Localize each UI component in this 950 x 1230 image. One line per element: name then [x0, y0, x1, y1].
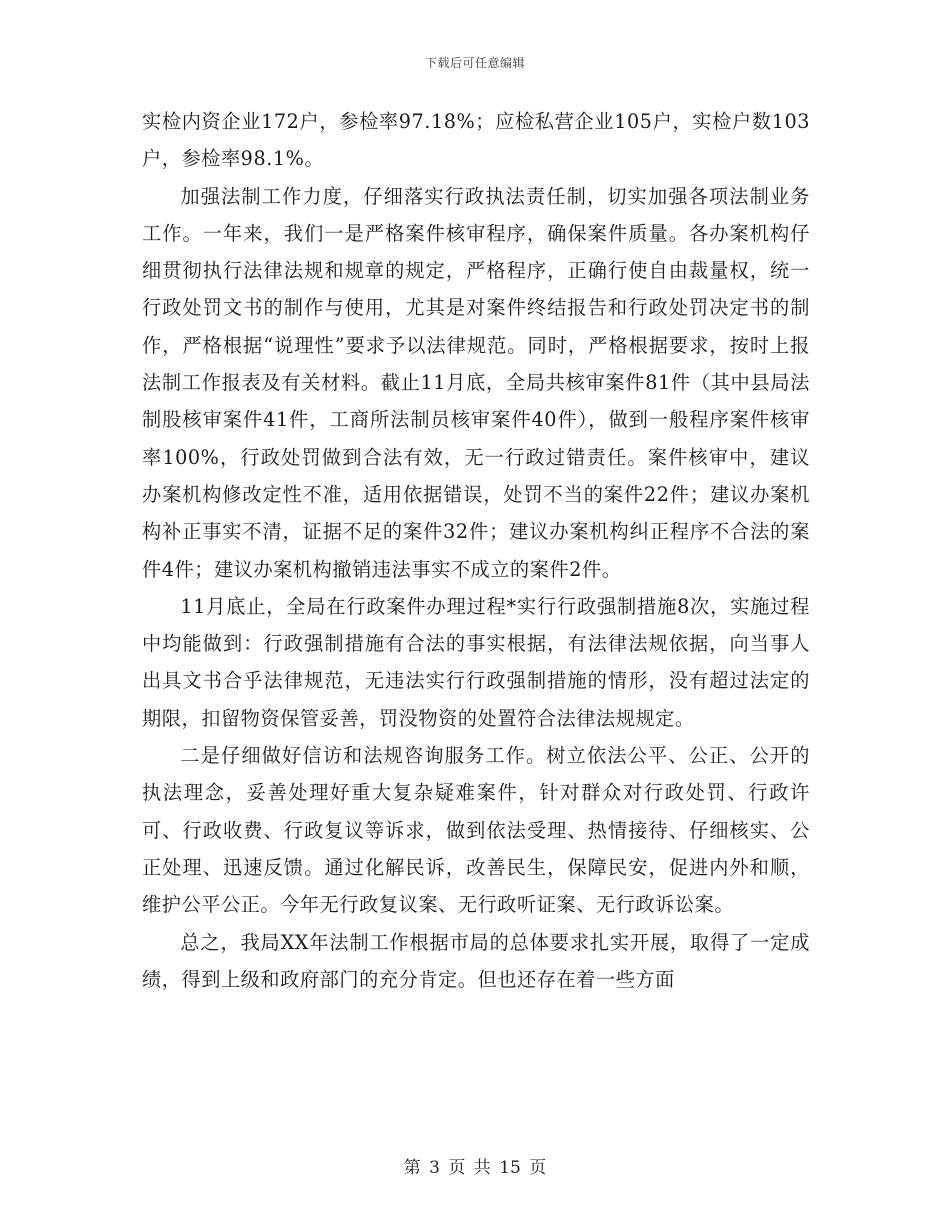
paragraph-summary: 总之，我局XX年法制工作根据市局的总体要求扎实开展，取得了一定成绩，得到上级和政府部门的充分肯定。但也还存在着一些方面	[142, 930, 810, 991]
page-number-footer: 第 3 页 共 15 页	[403, 1158, 547, 1178]
paragraph-1-continued: 实检内资企业172户，参检率97.18%；应检私营企业105户，实检户数103户，参检率98.1%。	[142, 110, 810, 171]
paragraph-petition-service: 二是仔细做好信访和法规咨询服务工作。树立依法公平、公正、公开的执法理念，妥善处理好重大复杂疑难案件，针对群众对行政处罚、行政许可、行政收费、行政复议等诉求，做到依法受理、热情接待、仔细核实、公正处理、迅速反馈。通过化解民诉，改善民生，保障民安，促进内外和顺，维护公平公正。今年无行政复议案、无行政听证案、无行政诉讼案。	[142, 744, 810, 917]
page-header: 下载后可任意编辑	[424, 56, 525, 70]
paragraph-legal-work: 加强法制工作力度，仔细落实行政执法责任制，切实加强各项法制业务工作。一年来，我们一是严格案件核审程序，确保案件质量。各办案机构仔细贯彻执行法律法规和规章的规定，严格程序，正确行使自由裁量权，统一行政处罚文书的制作与使用，尤其是对案件终结报告和行政处罚决定书的制作，严格根据“说理性”要求予以法律规范。同时，严格根据要求，按时上报法制工作报表及有关材料。截止11月底，全局共核审案件81件（其中县局法制股核审案件41件，工商所法制员核审案件40件），做到一般程序案件核审率100%，行政处罚做到合法有效，无一行政过错责任。案件核审中，建议办案机构修改定性不准，适用依据错误，处罚不当的案件22件；建议办案机构补正事实不清，证据不足的案件32件；建议办案机构纠正程序不合法的案件4件；建议办案机构撤销违法事实不成立的案件2件。	[142, 184, 810, 581]
document-body	[142, 103, 810, 998]
paragraph-enforcement-measures: 11月底止，全局在行政案件办理过程*实行行政强制措施8次，实施过程中均能做到：行政强制措施有合法的事实根据，有法律法规依据，向当事人出具文书合乎法律规范，无违法实行行政强制措施的情形，没有超过法定的期限，扣留物资保管妥善，罚没物资的处置符合法律法规规定。	[142, 594, 810, 730]
